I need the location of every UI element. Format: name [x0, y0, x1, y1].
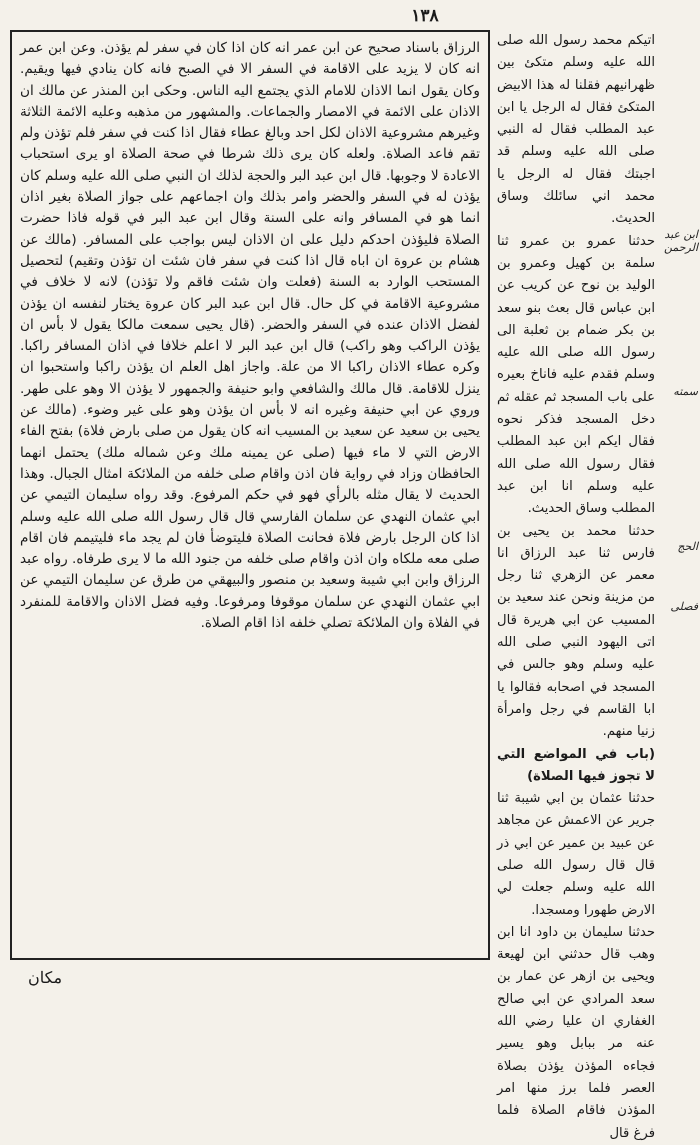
- margin-note: فصلى: [670, 600, 698, 613]
- hadith-side-column: [497, 30, 655, 1141]
- side-paragraph: حدثنا محمد بن يحيى بن فارس ثنا عبد الرزاق انا معمر عن الزهري ثنا رجل من مزينة ونحن عند سعيد بن المسيب عن ابي هريرة قال اتى اليهود النبي صلى الله عليه وسلم وهو جالس في المسجد في اصحابه فقالوا يا ابا القاسم في رجل وامرأة زنيا منهم.: [497, 523, 655, 740]
- margin-note: سمته: [673, 385, 698, 398]
- margin-note: ابن عبد الرحمن: [663, 228, 698, 254]
- side-paragraph: حدثنا عمرو بن عمرو ثنا سلمة بن كهيل وعمرو بن الوليد بن نوح عن كريب عن ابن عباس قال بعث بنو سعد بن بكر ضمام بن ثعلبة الى رسول الله صلى الله عليه وسلم فقدم عليه فاناخ بعيره على باب المسجد ثم عقله ثم دخل المسجد فذكر نحوه فقال ايكم ابن عبد المطلب فقال رسول الله صلى الله عليه وسلم انا ابن عبد المطلب وساق الحديث.: [497, 233, 655, 517]
- catchword: مكان: [28, 968, 63, 987]
- page-number: ١٣٨: [411, 6, 439, 26]
- main-commentary-box: [10, 30, 490, 960]
- side-paragraph: اتيكم محمد رسول الله صلى الله عليه وسلم متكئ بين ظهرانيهم فقلنا له هذا الابيض المتكئ فقال له الرجل يا ابن عبد المطلب فقال له النبي صلى الله عليه وسلم قد اجبتك فقال له الرجل يا محمد اني سائلك وساق الحديث.: [497, 33, 655, 227]
- chapter-heading: (باب في المواضع التي لا تجوز فيها الصلاة): [497, 746, 655, 784]
- margin-note: الحج: [677, 540, 698, 553]
- main-commentary-text: الرزاق باسناد صحيح عن ابن عمر انه كان اذا كان في سفر لم يؤذن. وعن ابن عمر انه كان لا يزيد على الاقامة في السفر الا في الصبح فانه كان ينادي فيها ويقيم. وكان يقول انما الاذان للامام الذي يجتمع اليه الناس. وحكى ابن المنذر عن مالك ان الاذان على الائمة في الامصار والجماعات. والمشهور من مذهبه وعليه الائمة الثلاثة وغيرهم مشروعية الاذان لكل احد وبالغ عطاء فقال اذا كنت في سفر فلم تؤذن ولم تقم فاعد الصلاة. ولعله كان يرى ذلك شرطا في صحة الصلاة او يرى استحباب الاعادة لا وجوبها. قال ابن عبد البر والحجة لذلك ان النبي صلى الله عليه وسلم كان يؤذن له في السفر والحضر وامر بذلك وان اجماعهم على جواز الصلاة بغير اذان انما هو في المسافر وانه على السنة وقال ابن عبد البر في قوله فاذا حضرت الصلاة فليؤذن احدكم دليل على ان الاذان ليس بواجب على المسافر. (مالك عن هشام بن عروة ان اباه قال اذا كنت في سفر فان شئت ان تؤذن وتقيم) لتحصيل المستحب الوارد به السنة (فعلت وان شئت فاقم ولا تؤذن) لانه لا خلاف في مشروعية الاقامة في كل حال. قال ابن عبد البر كان عروة يختار لنفسه ان يؤذن لفضل الاذان عنده في السفر والحضر. (قال يحيى سمعت مالكا يقول لا بأس ان يؤذن الراكب وهو راكب) قال ابن عبد البر لا اعلم خلافا في اذان المسافر راكبا. وكره عطاء الاذان راكبا الا من علة. واجاز اهل العلم ان يؤذن راكبا واستحبوا ان ينزل للاقامة. قال مالك والشافعي وابو حنيفة والجمهور لا يؤذن الا وهو على طهر. وروي عن ابي حنيفة وغيره انه لا بأس ان يؤذن وهو على غير وضوء. (مالك عن يحيى بن سعيد عن سعيد بن المسيب انه كان يقول من صلى بارض فلاة) بفتح الفاء الارض التي لا ماء فيها (صلى عن يمينه ملك وعن شماله ملك) يحتمل انهما الحافظان وزاد في رواية فان اذن واقام صلى خلفه من الملائكة امثال الجبال. وهذا الحديث لا يقال مثله بالرأي فهو في حكم المرفوع. وقد رواه سليمان التيمي عن ابي عثمان النهدي عن سلمان الفارسي قال قال رسول الله صلى الله عليه وسلم اذا كان الرجل بارض فلاة فحانت الصلاة فليتوضأ فان لم يجد ماء فليتيمم فان اقام صلى معه ملكاه وان اذن واقام صلى خلفه من جنود الله ما لا يرى طرفاه. رواه عبد الرزاق وابن ابي شيبة وسعيد بن منصور والبيهقي من طرق عن سليمان التيمي عن ابي عثمان النهدي عن سلمان موقوفا ومرفوعا. وفيه فضل الاذان والاقامة للمنفرد في الفلاة وان الملائكة تصلي خلفه اذا اقام الصلاة.: [20, 40, 480, 632]
- side-paragraph: حدثنا عثمان بن ابي شيبة ثنا جرير عن الاعمش عن مجاهد عن عبيد بن عمير عن ابي ذر قال قال رسول الله صلى الله عليه وسلم جعلت لي الارض طهورا ومسجدا.: [497, 791, 655, 918]
- side-paragraph: حدثنا سليمان بن داود انا ابن وهب قال حدثني ابن لهيعة ويحيى بن ازهر عن عمار بن سعد المرادي عن ابي صالح الغفاري ان عليا رضي الله عنه مر ببابل وهو يسير فجاءه المؤذن يؤذن بصلاة العصر فلما برز منها امر المؤذن فاقام الصلاة فلما فرغ قال: [497, 924, 655, 1141]
